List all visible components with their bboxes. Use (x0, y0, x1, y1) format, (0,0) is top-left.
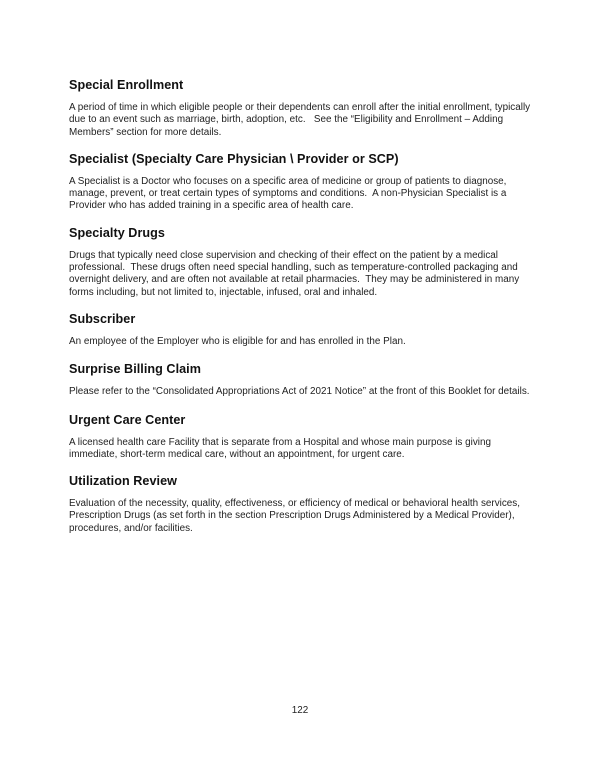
section-body-subscriber: An employee of the Employer who is eligible for and has enrolled in the Plan. (69, 335, 406, 347)
section-body-utilization-review: Evaluation of the necessity, quality, effectiveness, or efficiency of medical or behavioral health services, Prescription Drugs (as set forth in the section Prescription Drugs Administered by a Medical Provider), procedures, and/or facilities. (69, 498, 523, 534)
page-content (69, 78, 532, 535)
section-body-urgent-care-center: A licensed health care Facility that is separate from a Hospital and whose main purpose is giving immediate, short-term medical care, without an appointment, for urgent care. (69, 436, 494, 460)
section-heading-utilization-review: Utilization Review (69, 474, 177, 489)
section-heading-special-enrollment: Special Enrollment (69, 78, 184, 92)
section-heading-specialist: Specialist (Specialty Care Physician \ Provider or SCP) (69, 151, 399, 166)
section-body-specialty-drugs: Drugs that typically need close supervision and checking of their effect on the patient by a medical professional. These drugs often need special handling, such as temperature-controlled packaging and overnight delivery, and are often not available at retail pharmacies. They may be administered in many forms including, but not limited to, injectable, infused, oral and inhaled. (69, 249, 522, 298)
page-number: 122 (291, 705, 309, 716)
section-body-specialist: A Specialist is a Doctor who focuses on a specific area of medicine or group of patients to diagnose, manage, prevent, or treat certain types of symptoms and conditions. A non-Physician Specialist is a Provider who has added training in a specific area of health care. (69, 175, 510, 212)
section-heading-surprise-billing-claim: Surprise Billing Claim (69, 362, 201, 377)
section-urgent-care-center (69, 413, 532, 462)
section-body-surprise-billing-claim: Please refer to the “Consolidated Appropriations Act of 2021 Notice” at the front of this Booklet for details. (69, 386, 530, 398)
section-heading-specialty-drugs: Specialty Drugs (69, 225, 165, 240)
section-utilization-review (69, 474, 532, 535)
section-subscriber (69, 312, 532, 348)
section-body-special-enrollment: A period of time in which eligible people or their dependents can enroll after the initial enrollment, typically due to an event such as marriage, birth, adoption, etc. See the “Eligibility and Enrollment – Adding Members” section for more details. (69, 102, 533, 138)
section-special-enrollment (69, 78, 532, 139)
section-specialist (69, 152, 532, 213)
section-specialty-drugs (69, 226, 532, 299)
section-heading-subscriber: Subscriber (69, 311, 136, 326)
section-heading-urgent-care-center: Urgent Care Center (69, 412, 186, 427)
section-surprise-billing-claim (69, 362, 532, 398)
